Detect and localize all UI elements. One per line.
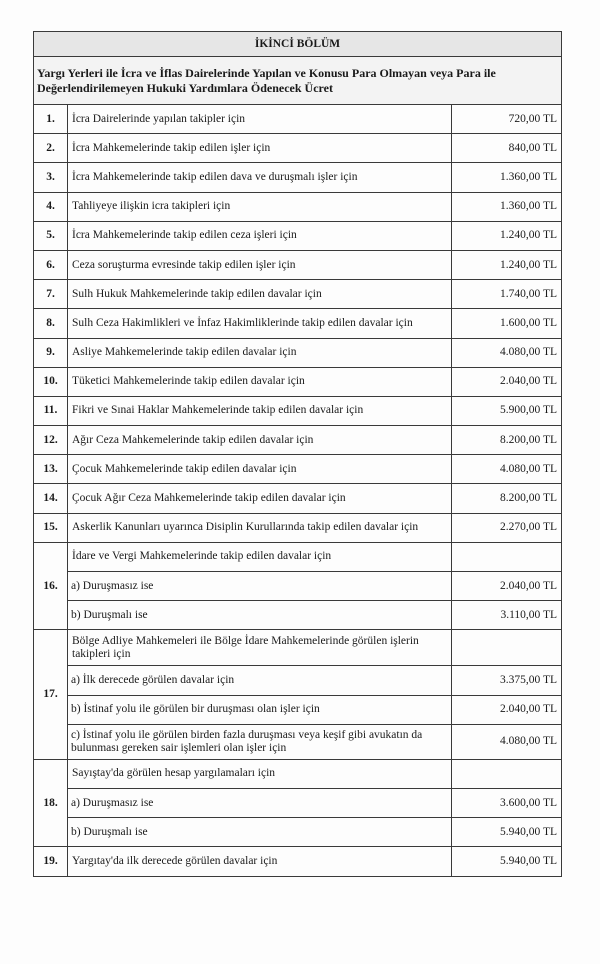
row-number: 15. [34, 513, 68, 542]
row-number: 2. [34, 134, 68, 163]
sub-row [34, 695, 562, 724]
row-number: 17. [34, 630, 68, 759]
table-row [34, 338, 562, 367]
row-description: Ceza soruşturma evresinde takip edilen işler için [68, 250, 452, 279]
row-description: İdare ve Vergi Mahkemelerinde takip edilen davalar için [68, 542, 452, 571]
row-description: Yargıtay'da ilk derecede görülen davalar için [68, 847, 452, 876]
row-amount [452, 542, 562, 571]
row-description: Askerlik Kanunları uyarınca Disiplin Kurullarında takip edilen davalar için [68, 513, 452, 542]
row-amount: 5.900,00 TL [452, 396, 562, 425]
table-row [34, 105, 562, 134]
row-number: 7. [34, 280, 68, 309]
row-description: İcra Mahkemelerinde takip edilen ceza işleri için [68, 221, 452, 250]
table-row [34, 455, 562, 484]
section-title: İKİNCİ BÖLÜM [34, 32, 562, 57]
desc-line-2: takipleri için [72, 647, 131, 660]
row-amount: 1.240,00 TL [452, 250, 562, 279]
sub-description: a) Duruşmasız ise [68, 572, 452, 601]
row-description: Tüketici Mahkemelerinde takip edilen davalar için [68, 367, 452, 396]
table-row [34, 396, 562, 425]
sub-description: a) Duruşmasız ise [68, 788, 452, 817]
row-amount: 1.240,00 TL [452, 221, 562, 250]
table-row [34, 367, 562, 396]
row-description: Çocuk Ağır Ceza Mahkemelerinde takip edilen davalar için [68, 484, 452, 513]
table-row [34, 513, 562, 542]
sub-description: a) İlk derecede görülen davalar için [68, 666, 452, 695]
row-amount: 8.200,00 TL [452, 484, 562, 513]
sub-description [68, 724, 452, 759]
row-amount [452, 759, 562, 788]
row-number: 9. [34, 338, 68, 367]
row-amount: 1.360,00 TL [452, 192, 562, 221]
section-header-row [34, 57, 562, 105]
row-number: 10. [34, 367, 68, 396]
row-amount: 5.940,00 TL [452, 847, 562, 876]
section-header [34, 57, 562, 105]
sub-amount: 4.080,00 TL [452, 724, 562, 759]
table-row [34, 759, 562, 788]
table-row [34, 163, 562, 192]
table-row [34, 250, 562, 279]
sub-amount: 3.600,00 TL [452, 788, 562, 817]
row-number: 18. [34, 759, 68, 847]
table-row [34, 221, 562, 250]
sub-amount: 2.040,00 TL [452, 695, 562, 724]
row-amount: 840,00 TL [452, 134, 562, 163]
row-number: 1. [34, 105, 68, 134]
row-number: 3. [34, 163, 68, 192]
row-description: Ağır Ceza Mahkemelerinde takip edilen davalar için [68, 426, 452, 455]
desc-line-1: c) İstinaf yolu ile görülen birden fazla duruşması veya keşif gibi avukatın da [71, 729, 423, 742]
row-number: 16. [34, 542, 68, 630]
table-row [34, 630, 562, 666]
section-title-row [34, 32, 562, 57]
row-amount: 720,00 TL [452, 105, 562, 134]
sub-description: b) İstinaf yolu ile görülen bir duruşması olan işler için [68, 695, 452, 724]
row-description [68, 630, 452, 666]
row-description: İcra Mahkemelerinde takip edilen dava ve duruşmalı işler için [68, 163, 452, 192]
sub-row [34, 601, 562, 630]
row-number: 11. [34, 396, 68, 425]
row-amount: 1.360,00 TL [452, 163, 562, 192]
row-amount: 4.080,00 TL [452, 455, 562, 484]
fee-table [33, 31, 562, 877]
row-number: 19. [34, 847, 68, 876]
row-description: İcra Mahkemelerinde takip edilen işler için [68, 134, 452, 163]
section-header-line2: Değerlendirilemeyen Hukuki Yardımlara Ödenecek Ücret [37, 80, 333, 95]
desc-line-1: Bölge Adliye Mahkemeleri ile Bölge İdare Mahkemelerinde görülen işlerin [72, 635, 419, 648]
table-row [34, 309, 562, 338]
row-number: 12. [34, 426, 68, 455]
row-description: Asliye Mahkemelerinde takip edilen davalar için [68, 338, 452, 367]
section-header-line1: Yargı Yerleri ile İcra ve İflas Dairelerinde Yapılan ve Konusu Para Olmayan veya Para ile [37, 65, 496, 80]
sub-amount: 3.375,00 TL [452, 666, 562, 695]
row-description: İcra Dairelerinde yapılan takipler için [68, 105, 452, 134]
row-number: 14. [34, 484, 68, 513]
table-row [34, 542, 562, 571]
row-number: 6. [34, 250, 68, 279]
table-row [34, 484, 562, 513]
row-amount [452, 630, 562, 666]
row-number: 4. [34, 192, 68, 221]
row-number: 13. [34, 455, 68, 484]
sub-row [34, 572, 562, 601]
row-description: Tahliyeye ilişkin icra takipleri için [68, 192, 452, 221]
sub-row [34, 818, 562, 847]
row-description: Sulh Ceza Hakimlikleri ve İnfaz Hakimliklerinde takip edilen davalar için [68, 309, 452, 338]
row-description: Fikri ve Sınai Haklar Mahkemelerinde takip edilen davalar için [68, 396, 452, 425]
row-description: Sulh Hukuk Mahkemelerinde takip edilen davalar için [68, 280, 452, 309]
sub-row [34, 724, 562, 759]
row-amount: 2.270,00 TL [452, 513, 562, 542]
row-description: Sayıştay'da görülen hesap yargılamaları için [68, 759, 452, 788]
table-row [34, 847, 562, 876]
sub-description: b) Duruşmalı ise [68, 601, 452, 630]
sub-description: b) Duruşmalı ise [68, 818, 452, 847]
row-description: Çocuk Mahkemelerinde takip edilen davalar için [68, 455, 452, 484]
row-number: 5. [34, 221, 68, 250]
table-row [34, 192, 562, 221]
sub-row [34, 666, 562, 695]
sub-row [34, 788, 562, 817]
row-amount: 2.040,00 TL [452, 367, 562, 396]
row-amount: 1.740,00 TL [452, 280, 562, 309]
sub-amount: 5.940,00 TL [452, 818, 562, 847]
row-amount: 8.200,00 TL [452, 426, 562, 455]
sub-amount: 3.110,00 TL [452, 601, 562, 630]
row-amount: 4.080,00 TL [452, 338, 562, 367]
table-row [34, 134, 562, 163]
row-amount: 1.600,00 TL [452, 309, 562, 338]
row-number: 8. [34, 309, 68, 338]
table-row [34, 280, 562, 309]
table-row [34, 426, 562, 455]
sub-amount: 2.040,00 TL [452, 572, 562, 601]
desc-line-2: bulunması gereken sair işlemleri olan işler için [71, 741, 287, 754]
